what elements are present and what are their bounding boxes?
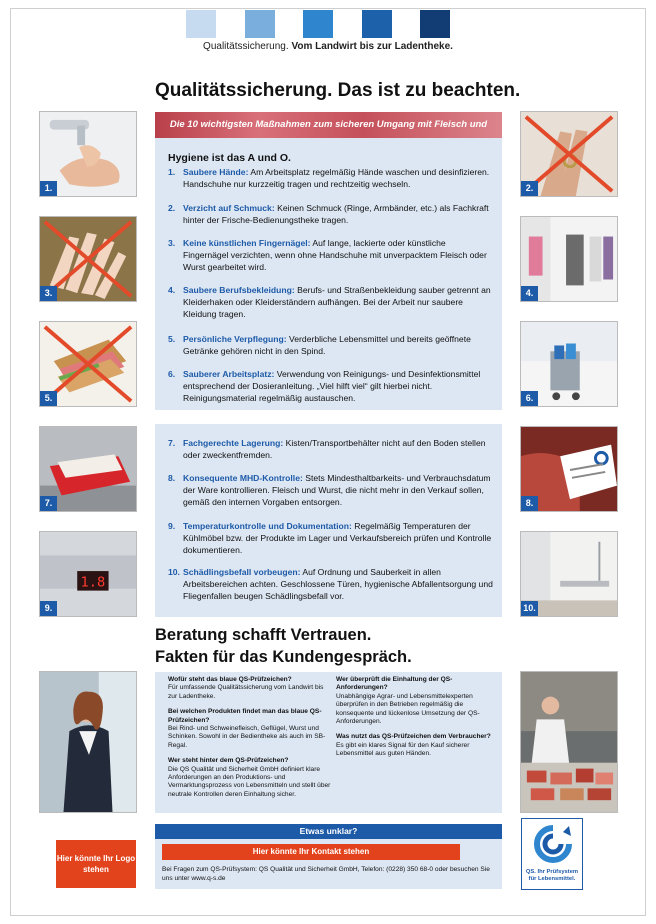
contact-button[interactable]: Hier könnte Ihr Kontakt stehen [162, 844, 460, 860]
measure-item-6 [168, 369, 493, 404]
ring-jewelry-photo [520, 111, 618, 197]
faq-answer: Es gibt ein klares Signal für den Kauf sicherer Lebensmittel aus guten Händen. [336, 741, 470, 758]
qs-check-icon [533, 824, 573, 868]
photo-number: 9. [40, 601, 57, 616]
swatch-4 [362, 10, 392, 38]
swatch-1 [186, 10, 216, 38]
contact-text: Bei Fragen zum QS-Prüfsystem: QS Qualität und Sicherheit GmbH, Telefon: (0228) 350 68-0 oder besuchen Sie uns unter www.q-s.de [162, 866, 490, 882]
item-lead: Keine künstlichen Fingernägel: [183, 238, 311, 248]
consult-title [155, 624, 412, 668]
measure-item-5 [168, 334, 493, 358]
item-lead: Saubere Berufsbekleidung: [183, 285, 295, 295]
item-number: 2. [168, 203, 176, 213]
item-lead: Verzicht auf Schmuck: [183, 203, 275, 213]
item-number: 8. [168, 473, 176, 483]
photo-number: 2. [521, 181, 538, 196]
artificial-nails-photo [39, 216, 137, 302]
photo-number: 4. [521, 286, 538, 301]
item-lead: Sauberer Arbeitsplatz: [183, 369, 275, 379]
faq-question: Wofür steht das blaue QS-Prüfzeichen? [168, 676, 292, 683]
photo-number: 3. [40, 286, 57, 301]
photo-number: 1. [40, 181, 57, 196]
tagline-bold: Vom Landwirt bis zur Ladentheke. [291, 41, 453, 52]
item-number: 4. [168, 285, 176, 295]
svg-text:1.8: 1.8 [80, 574, 106, 591]
clothing-rack-photo [520, 216, 618, 302]
swatch-2 [245, 10, 275, 38]
page-title: Qualitätssicherung. Das ist zu beachten. [155, 80, 521, 101]
measure-item-10 [168, 567, 493, 602]
cooler-thermometer-photo [39, 531, 137, 617]
sandwich-photo [39, 321, 137, 407]
swatch-3 [303, 10, 333, 38]
swatch-5 [420, 10, 450, 38]
item-number: 6. [168, 369, 176, 379]
meat-banner: Die 10 wichtigsten Maßnahmen zum sicheren Umgang mit Fleisch und [155, 112, 502, 138]
contact-heading: Etwas unklar? [155, 824, 502, 839]
item-text: Verwendung von Reinigungs- und Desinfektionsmittel entsprechend der Dosieranleitung. „Viel hilft viel“ gilt hierbei nicht. Reinigungsmaterial regelmäßig austauschen. [183, 369, 481, 403]
faq-answer: Die QS Qualität und Sicherheit GmbH definiert klare Anforderungen an den Produktions- und Vermarktungsprozess von Lebensmitteln und stellt über neutrale Kontrollen deren Einhaltung sicher. [168, 765, 331, 798]
item-number: 9. [168, 521, 176, 531]
tagline-plain: Qualitätssicherung. [203, 41, 289, 52]
measure-item-9 [168, 521, 493, 556]
item-text: Stets Mindesthaltbarkeits- und Verbrauchsdatum der Ware kontrollieren. Fleisch und Wurst, die nicht mehr in den Verkauf sollen, gemäß den internen Vorgaben entsorgen. [183, 473, 491, 507]
meat-package-label-photo [520, 426, 618, 512]
faq-answer: Für umfassende Qualitätssicherung vom Landwirt bis zur Ladentheke. [168, 684, 324, 700]
measure-item-7 [168, 438, 493, 462]
item-number: 10. [168, 567, 180, 577]
faq-answer: Unabhängige Agrar- und Lebensmittelexperten überprüfen in den Betrieben regelmäßig die konsequente und lückenlose Umsetzung der QS-Anforderungen. [336, 692, 480, 726]
photo-number: 7. [40, 496, 57, 511]
item-lead: Konsequente MHD-Kontrolle: [183, 473, 303, 483]
saleswoman-photo [39, 671, 137, 813]
faq-question: Bei welchen Produkten findet man das blaue QS-Prüfzeichen? [168, 708, 322, 724]
consult-title-line2: Fakten für das Kundengespräch. [155, 648, 412, 666]
photo-number: 10. [521, 601, 538, 616]
faq-answer: Bei Rind- und Schweinefleisch, Geflügel, Wurst und Schinken. Sowohl in der Bedientheke als auch im SB-Regal. [168, 725, 326, 749]
measure-item-2 [168, 203, 493, 227]
qs-logo-line1: QS. Ihr Prüfsystem [525, 869, 579, 875]
photo-number: 6. [521, 391, 538, 406]
photo-number: 5. [40, 391, 57, 406]
measure-item-4 [168, 285, 493, 320]
item-lead: Temperaturkontrolle und Dokumentation: [183, 521, 352, 531]
item-number: 1. [168, 167, 176, 177]
item-lead: Persönliche Verpflegung: [183, 334, 287, 344]
faq-question: Wer steht hinter dem QS-Prüfzeichen? [168, 757, 289, 765]
item-text: Keinen Schmuck (Ringe, Armbänder, etc.) als Fachkraft hinter der Frische-Bedienungstheke tragen. [183, 203, 489, 225]
item-number: 3. [168, 238, 176, 248]
measure-item-3 [168, 238, 493, 273]
clean-kitchen-photo [520, 531, 618, 617]
meat-counter-photo [520, 671, 618, 813]
measure-item-8 [168, 473, 493, 508]
item-number: 7. [168, 438, 176, 448]
item-number: 5. [168, 334, 176, 344]
red-crate-photo [39, 426, 137, 512]
logo-placeholder: Hier könnte Ihr Logo stehen [56, 840, 136, 888]
measure-item-1 [168, 167, 493, 191]
consult-title-line1: Beratung schafft Vertrauen. [155, 626, 372, 644]
qs-logo-text [522, 869, 582, 883]
tagline [0, 41, 656, 52]
qs-logo-line2: für Lebensmittel. [528, 876, 576, 882]
cleaning-cart-photo [520, 321, 618, 407]
hygiene-heading: Hygiene ist das A und O. [168, 152, 291, 164]
faq-column-right [336, 676, 500, 759]
item-text: Auf Ordnung und Sauberkeit in allen Arbeitsbereichen achten. Geschlossene Türen, hygienische Abfallentsorgung und Fliegenfallen beugen Schädlingsbefall vor. [183, 567, 493, 601]
item-text: Auf lange, lackierte oder künstliche Fingernägel verzichten, wenn ohne Handschuhe mit unverpacktem Fleisch oder Wurst gearbeitet wird. [183, 238, 487, 272]
item-lead: Saubere Hände: [183, 167, 249, 177]
item-lead: Fachgerechte Lagerung: [183, 438, 284, 448]
item-text: Am Arbeitsplatz regelmäßig Hände waschen und desinfizieren. Handschuhe nur kurzzeitig tragen und rechtzeitig wechseln. [183, 167, 490, 189]
hand-washing-photo [39, 111, 137, 197]
item-text: Kisten/Transportbehälter nicht auf den Boden stellen oder zweckentfremden. [183, 438, 486, 460]
faq-question: Was nutzt das QS-Prüfzeichen dem Verbraucher? [336, 733, 491, 741]
photo-number: 8. [521, 496, 538, 511]
item-text: Berufs- und Straßenbekleidung sauber getrennt an Kleiderhaken oder Kleiderständern aufhängen. Bei der Arbeit nur saubere Kleidung tragen. [183, 285, 491, 319]
qs-logo [521, 818, 583, 890]
item-text: Regelmäßig Temperaturen der Kühlmöbel bzw. der Produkte im Lager und Verkaufsbereich prüfen und Kontrolle dokumentieren. [183, 521, 492, 555]
faq-column-left [168, 676, 332, 799]
item-lead: Schädlingsbefall vorbeugen: [183, 567, 301, 577]
item-text: Verderbliche Lebensmittel und bereits geöffnete Getränke gehören nicht in den Spind. [183, 334, 471, 356]
faq-question: Wer überprüft die Einhaltung der QS-Anforderungen? [336, 676, 453, 692]
